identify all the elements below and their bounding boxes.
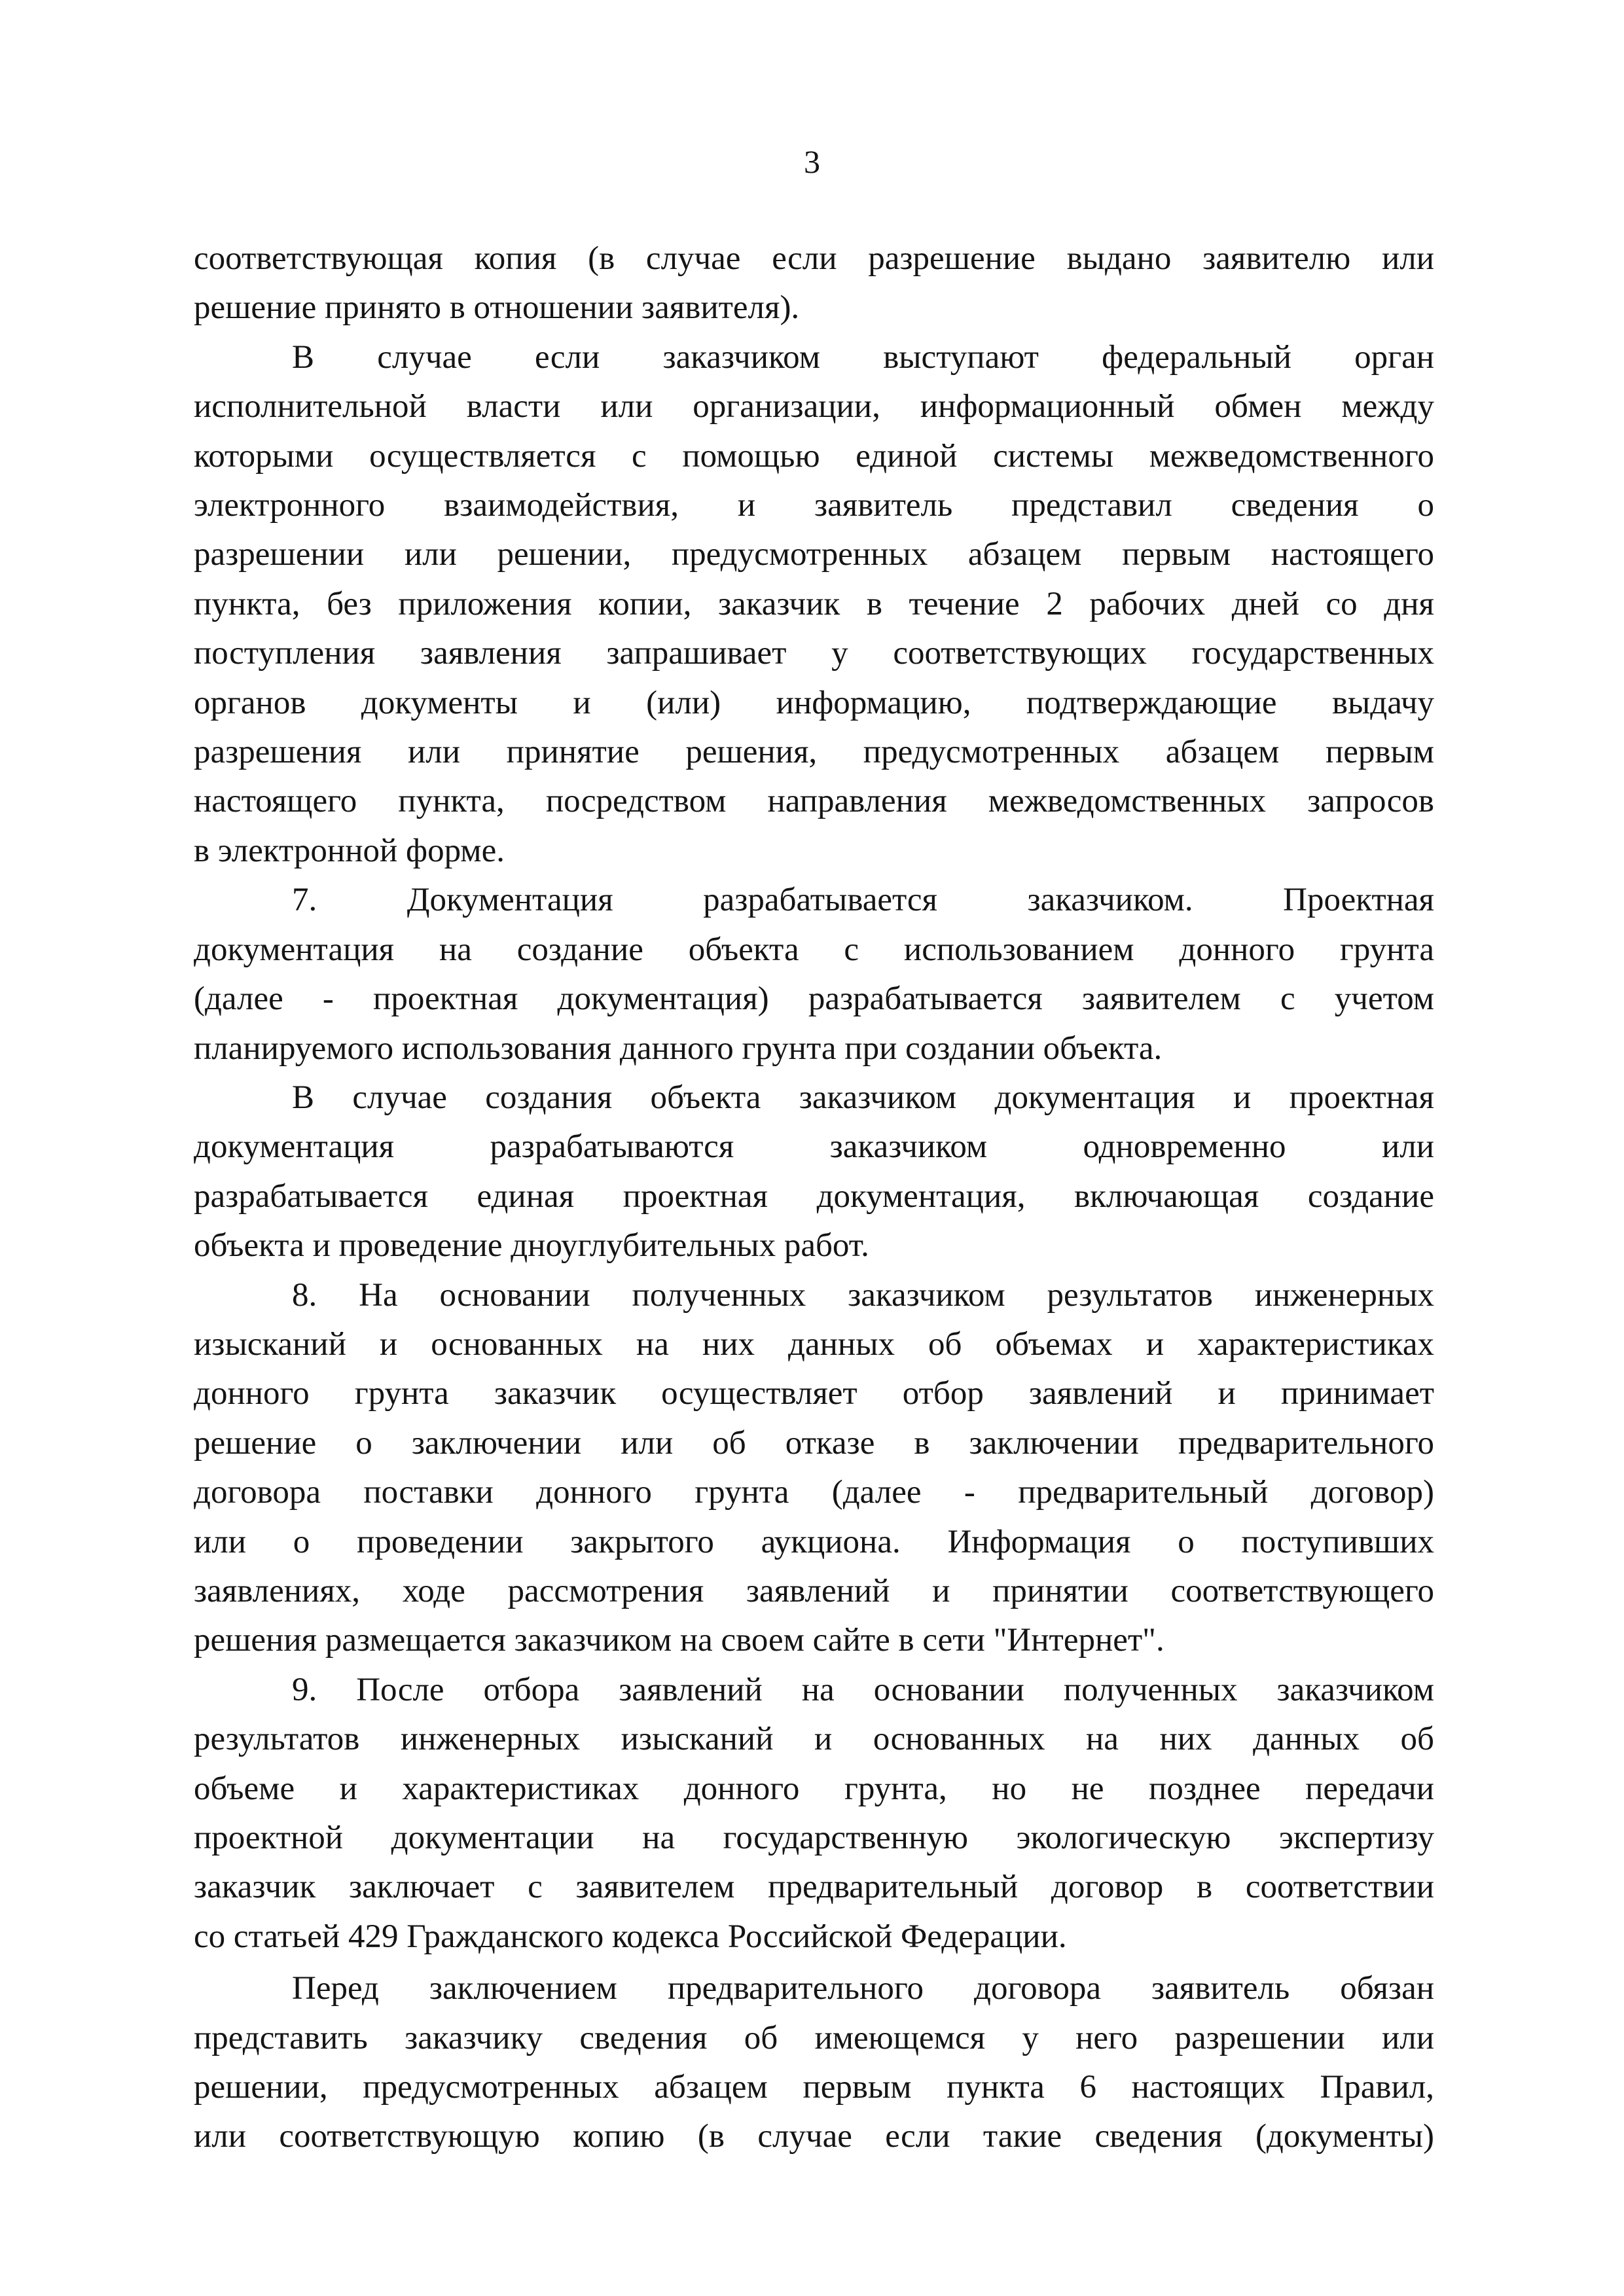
text-line: В случае создания объекта заказчиком документация и проектная <box>292 1079 1434 1116</box>
text-line: разрешении или решении, предусмотренных абзацем первым настоящего <box>194 536 1434 573</box>
text-line: разрешения или принятие решения, предусмотренных абзацем первым <box>194 734 1434 771</box>
paragraph <box>194 333 1434 876</box>
text-line: решение о заключении или об отказе в заключении предварительного <box>194 1424 1434 1462</box>
text-line: поступления заявления запрашивает у соответствующих государственных <box>194 635 1434 672</box>
text-line: объеме и характеристиках донного грунта, но не позднее передачи <box>194 1770 1434 1807</box>
text-line: изысканий и основанных на них данных об объемах и характеристиках <box>194 1325 1434 1363</box>
text-line: 7. Документация разрабатывается заказчиком. Проектная <box>292 882 1434 919</box>
text-line: (далее - проектная документация) разрабатывается заявителем с учетом <box>194 980 1434 1018</box>
text-line: настоящего пункта, посредством направления межведомственных запросов <box>194 783 1434 820</box>
paragraph <box>194 876 1434 1073</box>
text-line: договора поставки донного грунта (далее - предварительный договор) <box>194 1474 1434 1511</box>
text-line: заказчик заключает с заявителем предварительный договор в соответствии <box>194 1869 1434 1906</box>
paragraph <box>194 1964 1434 2162</box>
text-line: представить заказчику сведения об имеющемся у него разрешении или <box>194 2019 1434 2056</box>
text-line: или соответствующую копию (в случае если такие сведения (документы) <box>194 2118 1434 2155</box>
text-line: планируемого использования данного грунта при создании объекта. <box>194 1030 1163 1067</box>
text-line: документация на создание объекта с использованием донного грунта <box>194 931 1434 968</box>
text-line: которыми осуществляется с помощью единой системы межведомственного <box>194 437 1434 475</box>
text-line: исполнительной власти или организации, информационный обмен между <box>194 388 1434 425</box>
text-line: соответствующая копия (в случае если разрешение выдано заявителю или <box>194 240 1434 277</box>
text-line: электронного взаимодействия, и заявитель представил сведения о <box>194 487 1434 524</box>
text-line: документация разрабатываются заказчиком одновременно или <box>194 1128 1434 1166</box>
text-line: органов документы и (или) информацию, подтверждающие выдачу <box>194 684 1434 721</box>
text-line: разрабатывается единая проектная документация, включающая создание <box>194 1177 1434 1215</box>
text-line: проектной документации на государственную экологическую экспертизу <box>194 1820 1434 1856</box>
page-number: 3 <box>804 143 820 180</box>
text-line: решении, предусмотренных абзацем первым пункта 6 настоящих Правил, <box>194 2069 1434 2106</box>
text-line: результатов инженерных изысканий и основанных на них данных об <box>194 1721 1434 1758</box>
text-line: Перед заключением предварительного договора заявитель обязан <box>292 1970 1434 2007</box>
text-line: решение принято в отношении заявителя). <box>194 289 800 327</box>
text-line: 8. На основании полученных заказчиком результатов инженерных <box>292 1276 1434 1314</box>
text-line: заявлениях, ходе рассмотрения заявлений и принятии соответствующего <box>194 1572 1434 1609</box>
text-line: в электронной форме. <box>194 832 505 869</box>
text-line: В случае если заказчиком выступают федеральный орган <box>292 338 1434 376</box>
text-line: 9. После отбора заявлений на основании полученных заказчиком <box>292 1671 1434 1708</box>
paragraph <box>194 1666 1434 1962</box>
paragraph <box>194 234 1434 333</box>
paragraph <box>194 1271 1434 1666</box>
text-line: донного грунта заказчик осуществляет отбор заявлений и принимает <box>194 1375 1434 1412</box>
text-line: со статьей 429 Гражданского кодекса Российской Федерации. <box>194 1918 1067 1955</box>
document-body <box>194 234 1434 2162</box>
text-line: или о проведении закрытого аукциона. Информация о поступивших <box>194 1523 1434 1560</box>
text-line: пункта, без приложения копии, заказчик в течение 2 рабочих дней со дня <box>194 585 1434 622</box>
paragraph <box>194 1073 1434 1271</box>
text-line: решения размещается заказчиком на своем сайте в сети "Интернет". <box>194 1622 1164 1659</box>
text-line: объекта и проведение дноуглубительных работ. <box>194 1227 869 1265</box>
